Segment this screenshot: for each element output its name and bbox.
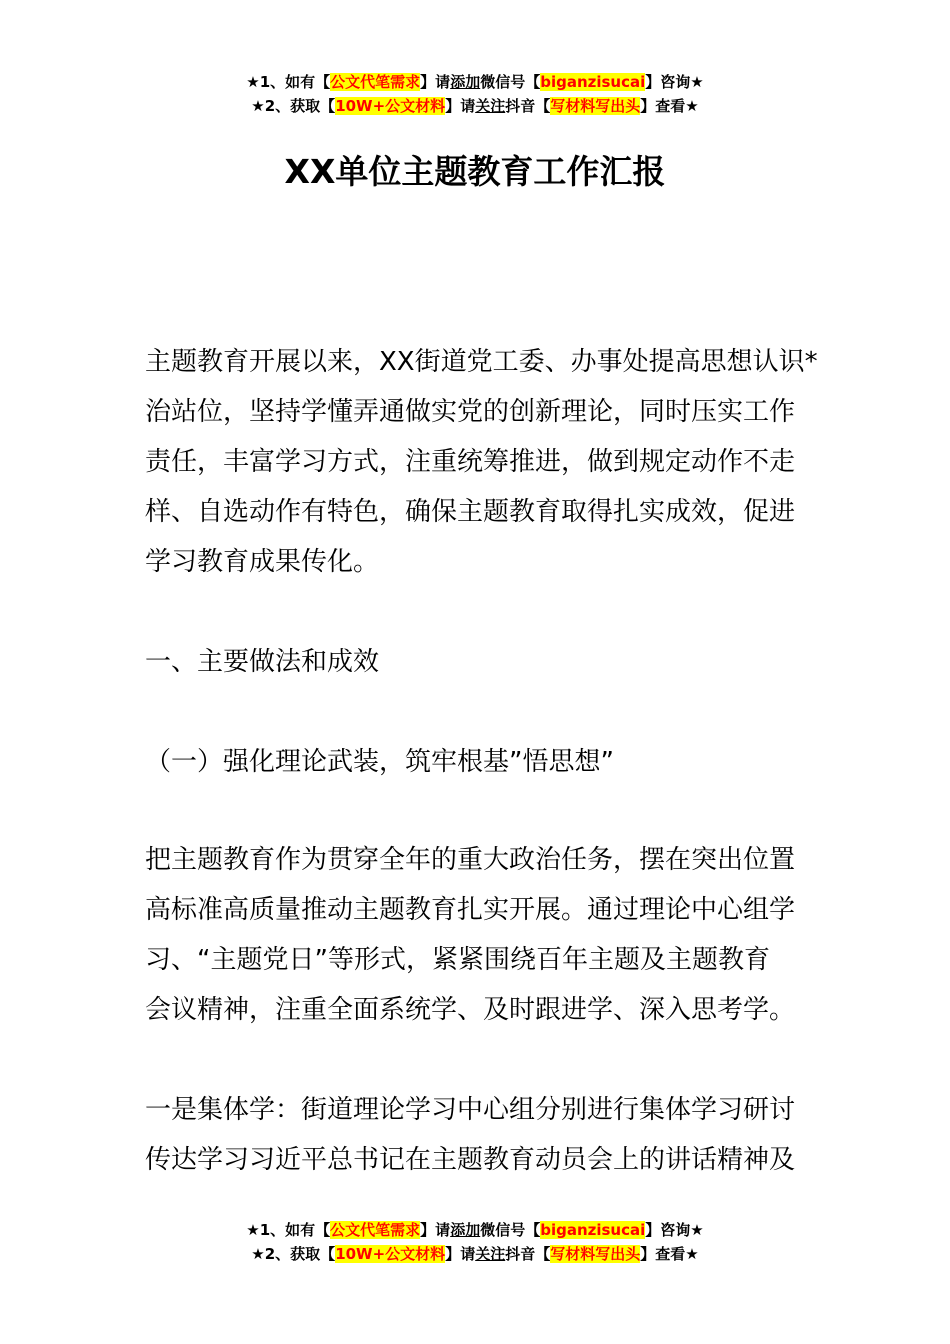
promo-highlight: 10W+公文材料 [335,97,446,115]
text-line: 传达学习习近平总书记在主题教育动员会上的讲话精神及 [145,1145,796,1175]
promo-text: ★2、获取【 [251,1245,336,1263]
text-line: 治站位，坚持学懂弄通做实党的创新理论，同时压实工作 [145,397,796,427]
promo-text: 微信号【 [480,73,541,91]
promo-text: 】请 [420,73,451,91]
text-line: 习、“主题党日”等形式，紧紧围绕百年主题及主题教育 [145,945,770,975]
section-heading [145,637,810,687]
promo-highlight: 公文代笔需求 [330,1221,421,1239]
document-title: XX单位主题教育工作汇报 [284,152,666,191]
promo-text: 】请 [445,97,476,115]
text-line: 一是集体学：街道理论学习中心组分别进行集体学习研讨 [145,1095,796,1125]
promo-highlight: biganzisucai [540,1221,646,1239]
promo-highlight: biganzisucai [540,73,646,91]
heading-text: 一、主要做法和成效 [145,647,380,677]
text-line: 主题教育开展以来，XX街道党工委、办事处提高思想认识* [145,347,818,377]
promo-text: ★1、如有【 [246,73,331,91]
promo-text: 】查看★ [640,97,699,115]
promo-text: ★1、如有【 [246,1221,331,1239]
promo-text: 】咨询★ [645,1221,704,1239]
promo-highlight: 10W+公文材料 [335,1245,446,1263]
promo-text: 微信号【 [480,1221,541,1239]
promo-text: ★2、获取【 [251,97,336,115]
promo-underlined: 添加 [450,1221,481,1239]
text-line: 学习教育成果传化。 [145,547,380,577]
header-promo-line-1 [0,70,950,94]
text-line: 样、自选动作有特色，确保主题教育取得扎实成效，促进 [145,497,796,527]
subsection-heading [145,737,810,787]
text-line: 把主题教育作为贯穿全年的重大政治任务，摆在突出位置 [145,845,796,875]
body-paragraph [145,1085,810,1185]
promo-underlined: 添加 [450,73,481,91]
promo-underlined: 关注 [475,97,506,115]
promo-highlight: 公文代笔需求 [330,73,421,91]
heading-text: （一）强化理论武装，筑牢根基”悟思想” [145,747,614,777]
promo-text: 】请 [420,1221,451,1239]
promo-highlight: 写材料写出头 [550,97,641,115]
footer-promo-line-2 [0,1242,950,1266]
promo-text: 抖音【 [505,97,551,115]
promo-text: 】请 [445,1245,476,1263]
body-paragraph [145,835,810,1035]
promo-text: 】查看★ [640,1245,699,1263]
intro-paragraph [145,337,818,587]
promo-highlight: 写材料写出头 [550,1245,641,1263]
footer-promo-line-1 [0,1218,950,1242]
text-line: 责任，丰富学习方式，注重统筹推进，做到规定动作不走 [145,447,796,477]
text-line: 会议精神，注重全面系统学、及时跟进学、深入思考学。 [145,995,796,1025]
promo-text: 抖音【 [505,1245,551,1263]
promo-underlined: 关注 [475,1245,506,1263]
text-line: 高标准高质量推动主题教育扎实开展。通过理论中心组学 [145,895,796,925]
header-promo-line-2 [0,94,950,118]
promo-text: 】咨询★ [645,73,704,91]
